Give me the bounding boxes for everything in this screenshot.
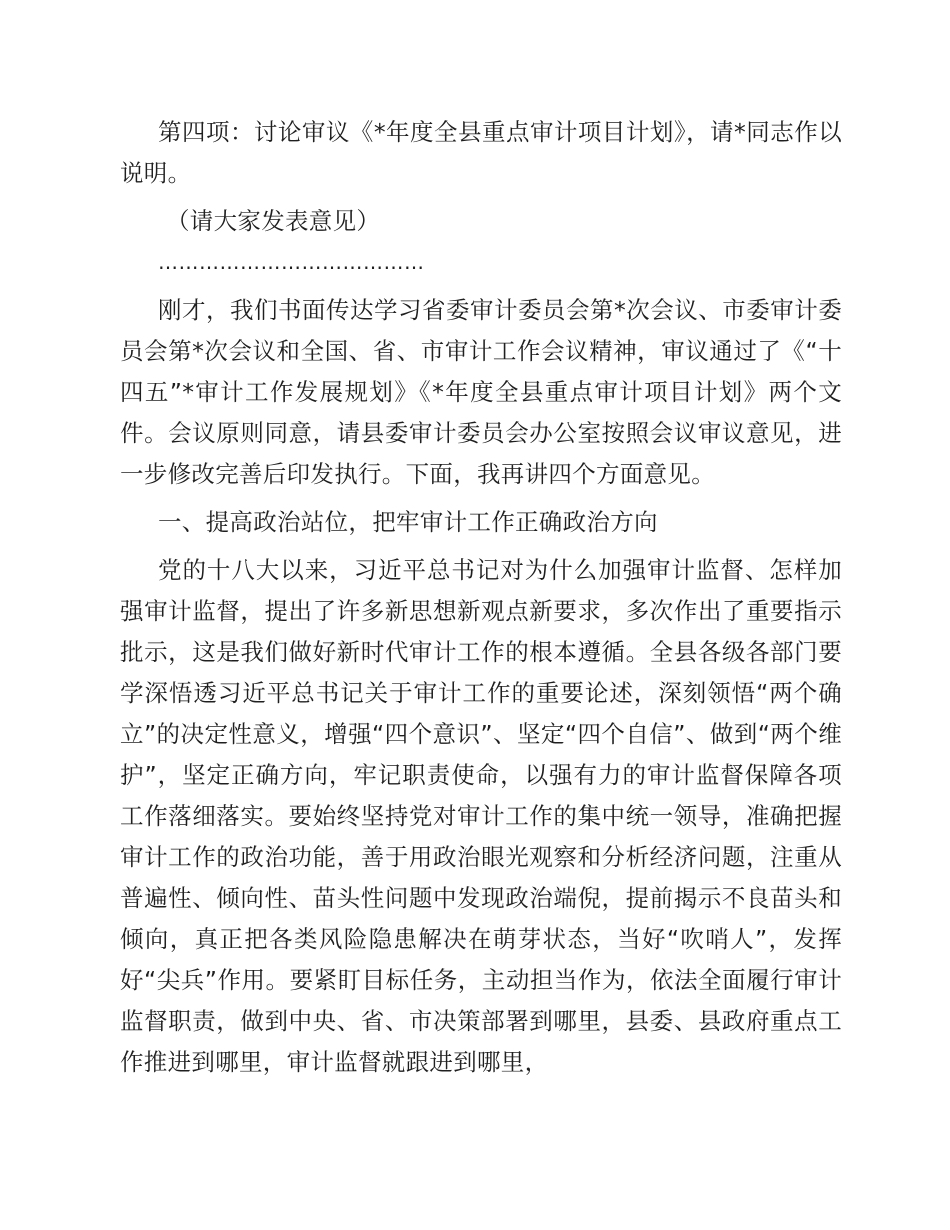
discussion-note: （请大家发表意见）: [166, 207, 381, 235]
agenda-item-paragraph: 第四项：讨论审议《*年度全县重点审计项目计划》，请*同志作以说明。: [120, 118, 842, 187]
body-paragraph: 党的十八大以来，习近平总书记对为什么加强审计监督、怎样加强审计监督，提出了许多新思想新观点新要求，多次作出了重要指示批示，这是我们做好新时代审计工作的根本遵循。全县各级各部门要学深悟透习近平总书记关于审计工作的重要论述，深刻领悟“两个确立”的决定性意义，增强“四个意识”、坚定“四个自信”、做到“两个维护”，坚定正确方向，牢记职责使命，以强有力的审计监督保障各项工作落细落实。要始终坚持党对审计工作的集中统一领导，准确把握审计工作的政治功能，善于用政治眼光观察和分析经济问题，注重从普遍性、倾向性、苗头性问题中发现政治端倪，提前揭示不良苗头和倾向，真正把各类风险隐患解决在萌芽状态，当好“吹哨人”，发挥好“尖兵”作用。要紧盯目标任务，主动担当作为，依法全面履行审计监督职责，做到中央、省、市决策部署到哪里，县委、县政府重点工作推进到哪里，审计监督就跟进到哪里，: [120, 556, 842, 1076]
summary-paragraph: 刚才，我们书面传达学习省委审计委员会第*次会议、市委审计委员会第*次会议和全国、省、市审计工作会议精神，审议通过了《“十四五”*审计工作发展规划》《*年度全县重点审计项目计划》两个文件。会议原则同意，请县委审计委员会办公室按照会议审议意见，进一步修改完善后印发执行。下面，我再讲四个方面意见。: [120, 296, 842, 488]
ellipsis-separator: …………………………………: [158, 250, 425, 274]
section-heading: 一、提高政治站位，把牢审计工作正确政治方向: [158, 508, 658, 536]
document-page: [120, 112, 842, 1083]
